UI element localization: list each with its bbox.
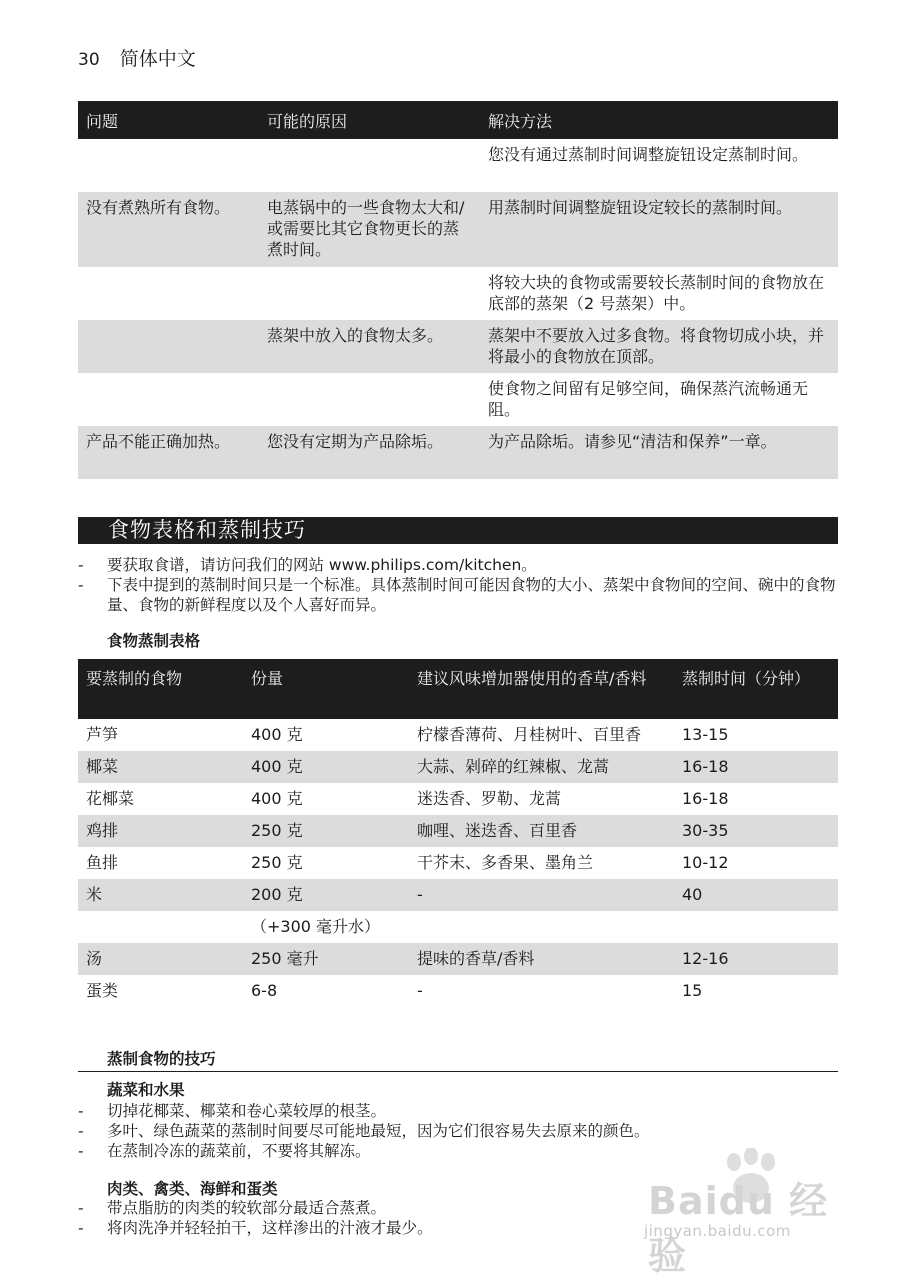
cell-quantity: 400 克	[243, 719, 409, 751]
section-heading	[78, 517, 838, 544]
cell-quantity: 250 克	[243, 815, 409, 847]
watermark-logo: Baidu 经验	[648, 1179, 829, 1278]
steam-table-heading: 食物蒸制表格	[107, 632, 201, 650]
cell-solution: 用蒸制时间调整旋钮设定较长的蒸制时间。	[480, 192, 838, 267]
cell-herbs: 柠檬香薄荷、月桂树叶、百里香	[409, 719, 674, 751]
language-label: 简体中文	[119, 48, 196, 70]
page-number: 30	[78, 50, 100, 70]
column-header-problem: 问题	[78, 101, 259, 139]
cell-solution: 使食物之间留有足够空间，确保蒸汽流畅通无阻。	[480, 373, 838, 426]
cell-herbs: -	[409, 879, 674, 911]
list-item	[78, 575, 838, 615]
table-row	[78, 975, 838, 1007]
cell-problem	[78, 320, 259, 373]
cell-quantity: 200 克	[243, 879, 409, 911]
cell-food: 蛋类	[78, 975, 243, 1007]
list-item-text: 多叶、绿色蔬菜的蒸制时间要尽可能地最短，因为它们很容易失去原来的颜色。	[107, 1122, 650, 1140]
cell-solution: 您没有通过蒸制时间调整旋钮设定蒸制时间。	[480, 139, 838, 192]
table-row	[78, 911, 838, 943]
cell-time: 30-35	[674, 815, 838, 847]
cell-problem: 没有煮熟所有食物。	[78, 192, 259, 267]
bullet-dash: -	[78, 1122, 84, 1140]
column-header-solution: 解决方法	[480, 101, 838, 139]
troubleshooting-table	[78, 101, 838, 479]
bullet-dash: -	[78, 1142, 84, 1160]
cell-cause	[259, 373, 480, 426]
table-row	[78, 879, 838, 911]
cell-herbs: 咖哩、迷迭香、百里香	[409, 815, 674, 847]
cell-time: 16-18	[674, 751, 838, 783]
cell-cause: 蒸架中放入的食物太多。	[259, 320, 480, 373]
meat-heading: 肉类、禽类、海鲜和蛋类	[107, 1180, 278, 1198]
bullet-dash: -	[78, 1219, 84, 1237]
column-header-time: 蒸制时间（分钟）	[674, 659, 838, 719]
cell-food: 汤	[78, 943, 243, 975]
intro-bullet-list	[78, 555, 838, 615]
table-row	[78, 847, 838, 879]
table-row	[78, 943, 838, 975]
cell-solution: 蒸架中不要放入过多食物。将食物切成小块，并将最小的食物放在顶部。	[480, 320, 838, 373]
veg-heading: 蔬菜和水果	[107, 1081, 185, 1099]
table-row	[78, 783, 838, 815]
list-item-text: 带点脂肪的肉类的较软部分最适合蒸煮。	[107, 1199, 387, 1217]
bullet-dash: -	[78, 1102, 84, 1120]
cell-problem	[78, 373, 259, 426]
table-row	[78, 751, 838, 783]
cell-time: 15	[674, 975, 838, 1007]
cell-food: 鱼排	[78, 847, 243, 879]
cell-food: 花椰菜	[78, 783, 243, 815]
cell-food: 米	[78, 879, 243, 911]
column-header-herbs: 建议风味增加器使用的香草/香料	[409, 659, 674, 719]
cell-cause: 您没有定期为产品除垢。	[259, 426, 480, 479]
cell-herbs: 提味的香草/香料	[409, 943, 674, 975]
bullet-dash: -	[78, 576, 84, 594]
watermark-url: jingyan.baidu.com	[644, 1222, 791, 1240]
table-row	[78, 426, 838, 479]
table-row	[78, 719, 838, 751]
cell-time: 12-16	[674, 943, 838, 975]
cell-solution: 将较大块的食物或需要较长蒸制时间的食物放在底部的蒸架（2 号蒸架）中。	[480, 267, 838, 320]
cell-quantity: 250 毫升	[243, 943, 409, 975]
cell-food: 芦笋	[78, 719, 243, 751]
table-row	[78, 320, 838, 373]
cell-herbs: -	[409, 975, 674, 1007]
cell-cause	[259, 139, 480, 192]
cell-problem	[78, 267, 259, 320]
cell-cause	[259, 267, 480, 320]
cell-cause: 电蒸锅中的一些食物太大和/或需要比其它食物更长的蒸煮时间。	[259, 192, 480, 267]
table-row	[78, 815, 838, 847]
cell-time: 16-18	[674, 783, 838, 815]
watermark	[638, 1148, 858, 1278]
cell-herbs: 干芥末、多香果、墨角兰	[409, 847, 674, 879]
cell-problem: 产品不能正确加热。	[78, 426, 259, 479]
cell-problem	[78, 139, 259, 192]
cell-time	[674, 911, 838, 943]
cell-quantity: 400 克	[243, 751, 409, 783]
cell-time: 13-15	[674, 719, 838, 751]
table-header-row	[78, 101, 838, 139]
cell-food: 鸡排	[78, 815, 243, 847]
table-header-row	[78, 659, 838, 719]
section-title: 食物表格和蒸制技巧	[108, 518, 306, 542]
steaming-table	[78, 659, 838, 1007]
cell-herbs: 迷迭香、罗勒、龙蒿	[409, 783, 674, 815]
bullet-dash: -	[78, 1199, 84, 1217]
list-item-text: 切掉花椰菜、椰菜和卷心菜较厚的根茎。	[107, 1102, 387, 1120]
cell-solution: 为产品除垢。请参见“清洁和保养”一章。	[480, 426, 838, 479]
column-header-cause: 可能的原因	[259, 101, 480, 139]
bullet-dash: -	[78, 556, 84, 574]
cell-quantity: 6-8	[243, 975, 409, 1007]
cell-food: 椰菜	[78, 751, 243, 783]
cell-food	[78, 911, 243, 943]
divider	[78, 1071, 838, 1072]
list-item-text: 在蒸制冷冻的蔬菜前，不要将其解冻。	[107, 1142, 371, 1160]
column-header-quantity: 份量	[243, 659, 409, 719]
table-row	[78, 139, 838, 192]
list-item-text: 下表中提到的蒸制时间只是一个标准。具体蒸制时间可能因食物的大小、蒸架中食物间的空间、碗中的食物量、食物的新鲜程度以及个人喜好而异。	[107, 576, 836, 614]
list-item-text: 要获取食谱，请访问我们的网站 www.philips.com/kitchen。	[107, 556, 537, 574]
list-item	[78, 1121, 838, 1141]
cell-herbs	[409, 911, 674, 943]
page-header	[78, 44, 196, 71]
list-item	[78, 555, 838, 575]
cell-quantity: 400 克	[243, 783, 409, 815]
table-row	[78, 267, 838, 320]
cell-time: 40	[674, 879, 838, 911]
cell-quantity: （+300 毫升水）	[243, 911, 409, 943]
list-item	[78, 1101, 838, 1121]
list-item-text: 将肉洗净并轻轻拍干，这样渗出的汁液才最少。	[107, 1219, 433, 1237]
table-row	[78, 373, 838, 426]
cell-herbs: 大蒜、剁碎的红辣椒、龙蒿	[409, 751, 674, 783]
column-header-food: 要蒸制的食物	[78, 659, 243, 719]
cell-time: 10-12	[674, 847, 838, 879]
table-row	[78, 192, 838, 267]
cell-quantity: 250 克	[243, 847, 409, 879]
tips-heading: 蒸制食物的技巧	[107, 1050, 216, 1068]
